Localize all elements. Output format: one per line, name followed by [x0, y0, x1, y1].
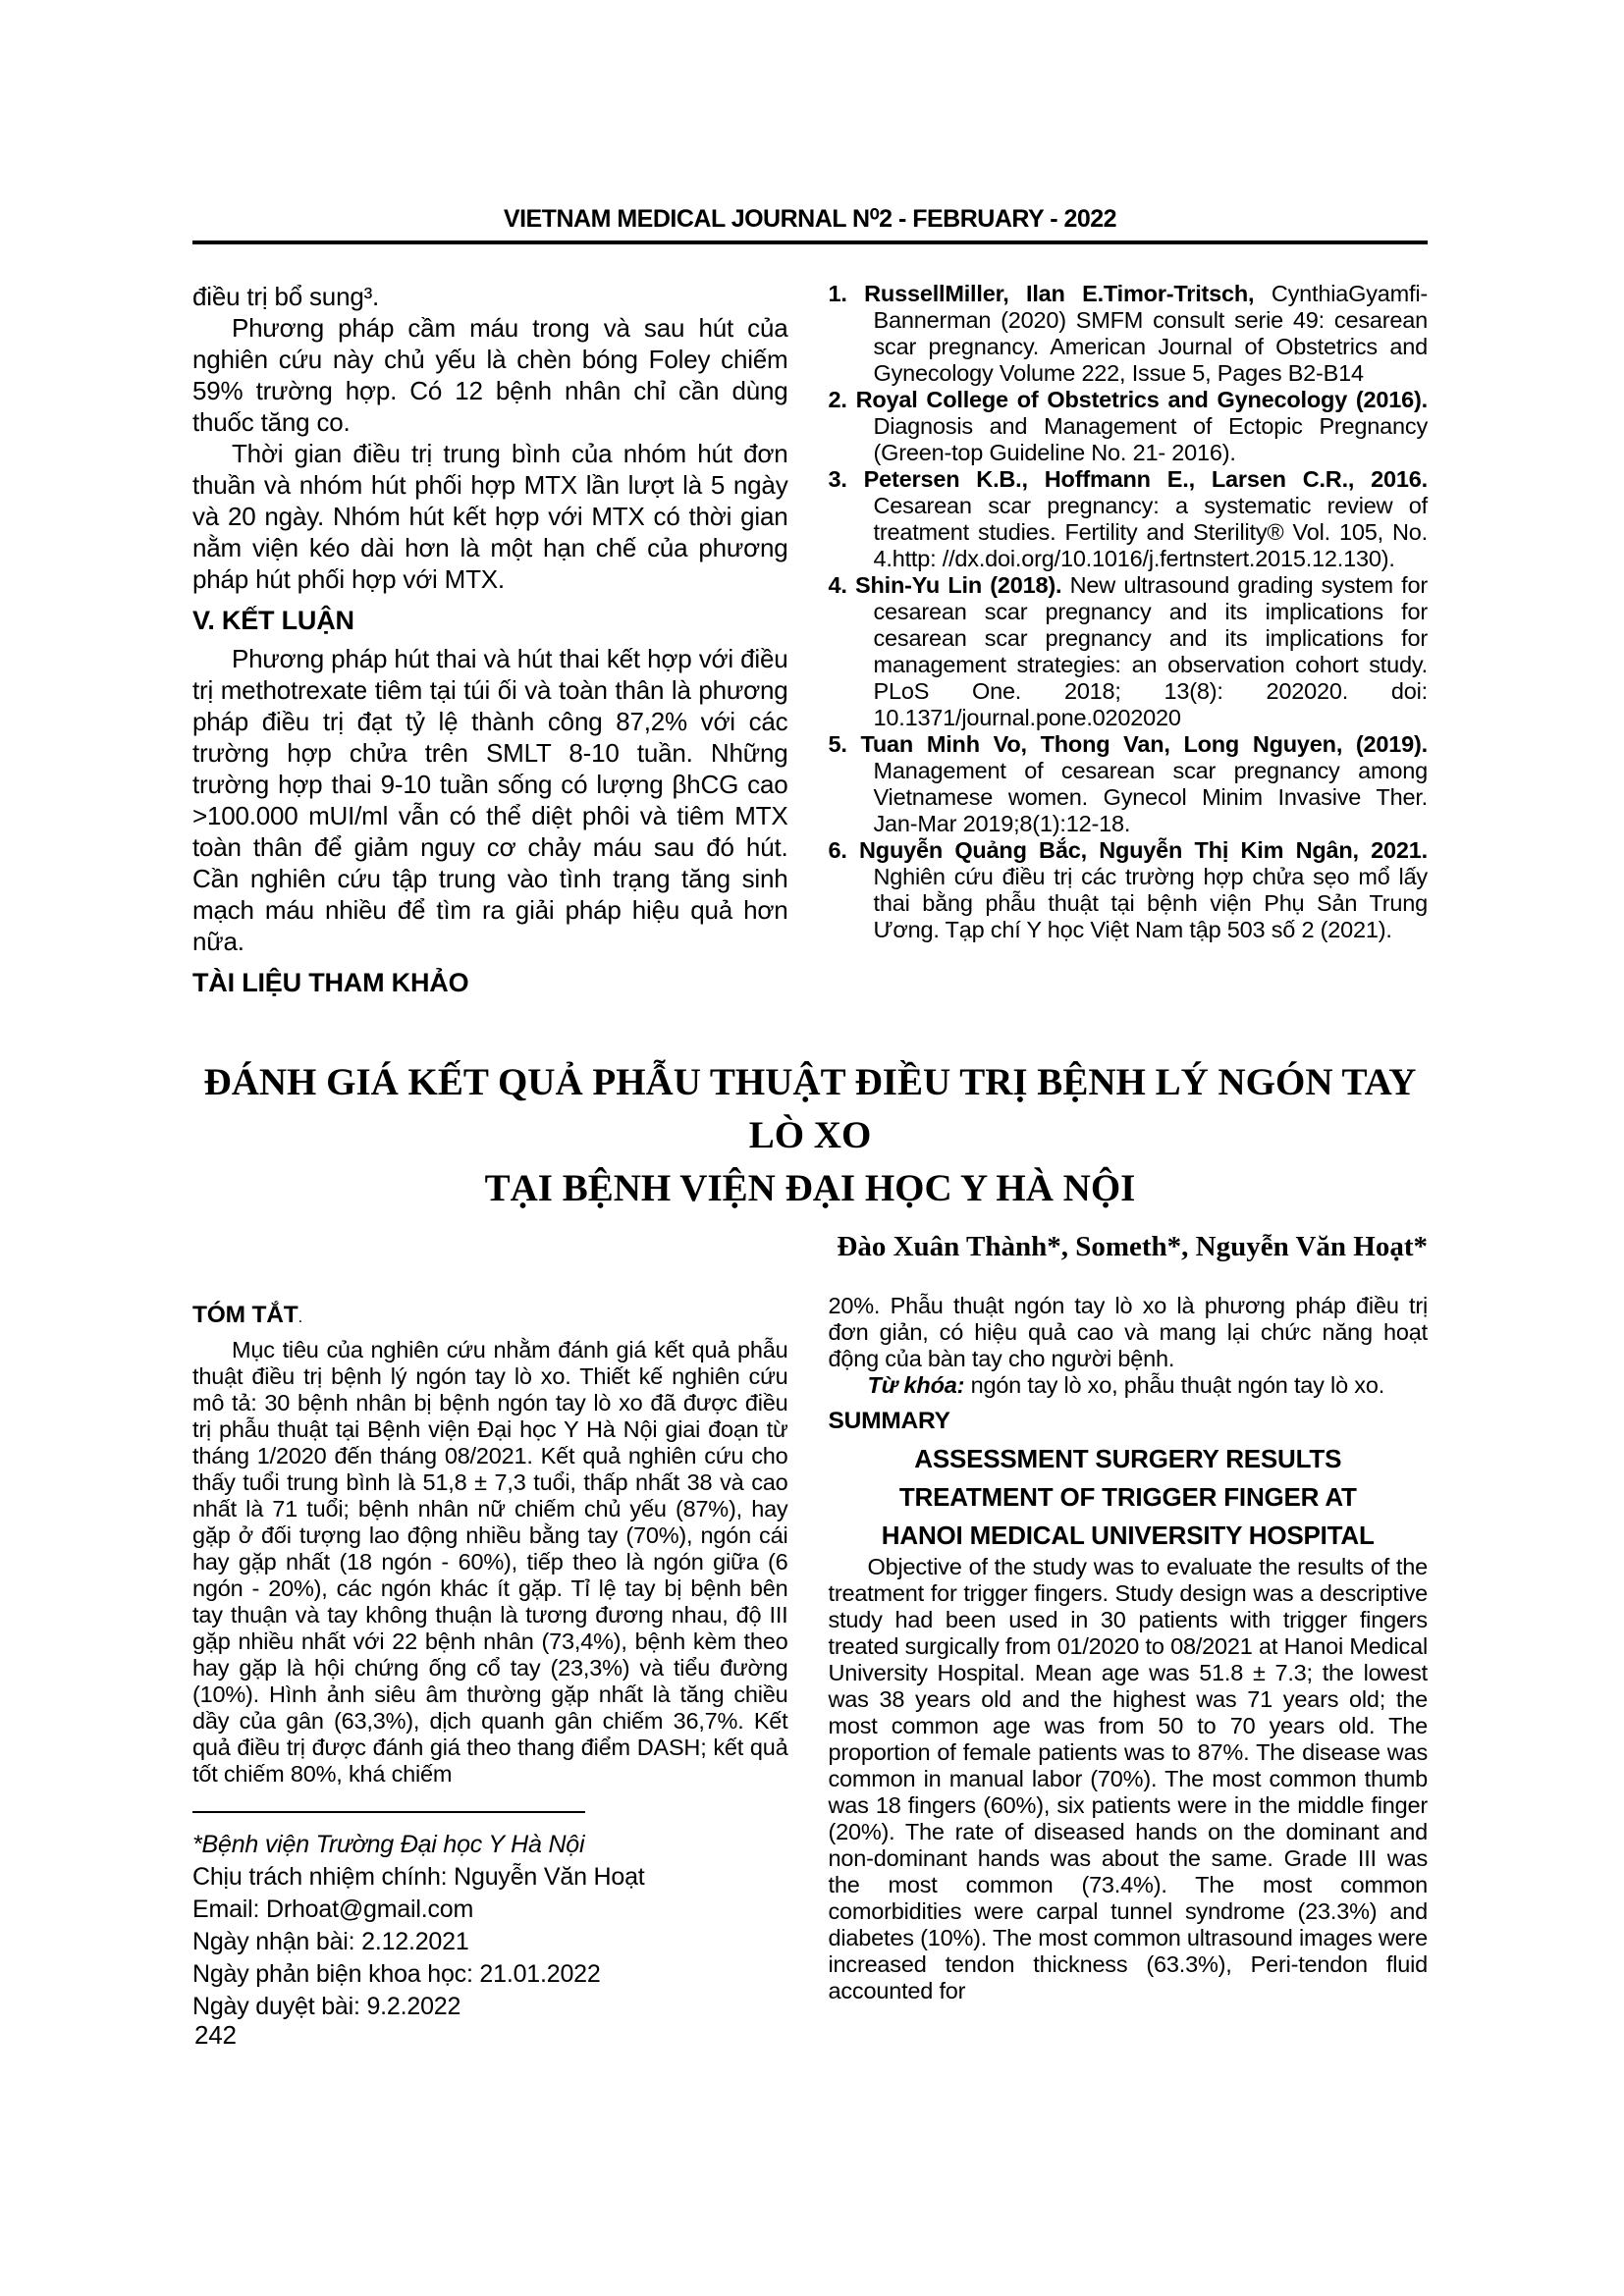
- keywords-line: [829, 1372, 1429, 1399]
- ref-number: 4.: [828, 572, 847, 598]
- summary-paragraph: Objective of the study was to evaluate the results of the treatment for trigger fingers. Study design was a descriptive study had been used in 30 patients with trigger fingers treated surgically from 01/2020 to 08/2021 at Hanoi Medical University Hospital. Mean age was 51.8 ± 7.3; the lowest was 38 years old and the highest was 71 years old; the most common age was from 50 to 70 years old. The proportion of female patients was to 87%. The disease was common in manual labor (70%). The most common thumb was 18 fingers (60%), six patients were in the middle finger (20%). The rate of diseased hands on the dominant and non-dominant hands was about the same. Grade III was the most common (73.4%). The most common comorbidities were carpal tunnel syndrome (23.3%) and diabetes (10%). The most common ultrasound images were increased tendon thickness (63.3%), Peri-tendon fluid accounted for: [828, 1554, 1429, 2003]
- page-number: 242: [194, 2020, 237, 2050]
- footnote-line: Ngày phản biện khoa học: 21.01.2022: [192, 1960, 601, 1988]
- ref-text: Diagnosis and Management of Ectopic Pregnancy (Green-top Guideline No. 21- 2016).: [873, 413, 1428, 465]
- article2-left-column: [192, 1293, 788, 2023]
- article-title: [192, 1056, 1428, 1215]
- ref-text: Management of cesarean scar pregnancy among Vietnamese women. Gynecol Minim Invasive Ther. Jan-Mar 2019;8(1):12-18.: [873, 758, 1428, 836]
- ref-number: 1.: [828, 281, 847, 306]
- article1-section: [192, 281, 1428, 1005]
- ref-text: Cesarean scar pregnancy: a systematic review of treatment studies. Fertility and Sterility® Vol. 105, No. 4.http: //dx.doi.org/10.1016/j.fertnstert.2015.12.130).: [873, 493, 1428, 571]
- summary-title-line: HANOI MEDICAL UNIVERSITY HOSPITAL: [881, 1521, 1375, 1550]
- page-header: [192, 204, 1428, 244]
- ref-number: 3.: [828, 466, 847, 492]
- footnote-line: Chịu trách nhiệm chính: Nguyễn Văn Hoạt: [192, 1863, 645, 1891]
- article-authors: Đào Xuân Thành*, Someth*, Nguyễn Văn Hoạt*: [837, 1231, 1428, 1262]
- reference-item: [829, 387, 1429, 466]
- ref-number: 2.: [828, 387, 847, 412]
- references-column: [829, 281, 1429, 1005]
- footnote-affiliation: *Bệnh viện Trường Đại học Y Hà Nội: [192, 1831, 585, 1858]
- keywords-text: ngón tay lò xo, phẫu thuật ngón tay lò xo.: [970, 1372, 1385, 1398]
- article1-paragraph: Thời gian điều trị trung bình của nhóm hút đơn thuần và nhóm hút phối hợp MTX lần lượt là 5 ngày và 20 ngày. Nhóm hút kết hợp với MTX có thời gian nằm viện kéo dài hơn là một hạn chế của phương pháp hút phối hợp với MTX.: [192, 439, 788, 594]
- reference-item: [829, 731, 1429, 837]
- footnote-block: [192, 1811, 788, 2023]
- article-title-line2: TẠI BỆNH VIỆN ĐẠI HỌC Y HÀ NỘI: [484, 1167, 1136, 1209]
- reference-item: [829, 466, 1429, 572]
- ref-authors: Shin-Yu Lin (2018).: [855, 572, 1062, 598]
- article1-paragraph: điều trị bổ sung³.: [192, 282, 380, 311]
- article2-right-column: [829, 1293, 1429, 2023]
- reference-item: [829, 572, 1429, 731]
- ref-authors: Petersen K.B., Hoffmann E., Larsen C.R., 2016.: [863, 466, 1428, 492]
- ref-authors: Nguyễn Quảng Bắc, Nguyễn Thị Kim Ngân, 2021.: [859, 837, 1428, 863]
- conclusion-paragraph: Phương pháp hút thai và hút thai kết hợp với điều trị methotrexate tiêm tại túi ối và toàn thân là phương pháp điều trị đạt tỷ lệ thành công 87,2% với các trường hợp chửa trên SMLT 8-10 tuần. Những trường hợp thai 9-10 tuần sống có lượng βhCG cao >100.000 mUI/ml vẫn có thể diệt phôi và tiêm MTX toàn thân để giảm nguy cơ chảy máu sau đó hút. Cần nghiên cứu tập trung vào tình trạng tăng sinh mạch máu nhiều để tìm ra giải pháp hiệu quả hơn nữa.: [192, 644, 788, 956]
- abstract-heading: [192, 1301, 788, 1332]
- ref-number: 6.: [828, 837, 847, 863]
- article1-left-column: [192, 281, 788, 1005]
- references-heading: TÀI LIỆU THAM KHẢO: [192, 968, 469, 997]
- ref-number: 5.: [828, 731, 847, 757]
- footnote-line: Email: Drhoat@gmail.com: [192, 1896, 474, 1923]
- summary-title-line: ASSESSMENT SURGERY RESULTS: [914, 1444, 1342, 1473]
- article1-paragraph: Phương pháp cầm máu trong và sau hút của nghiên cứu này chủ yếu là chèn bóng Foley chiếm 59% trường hợp. Có 12 bệnh nhân chỉ cần dùng thuốc tăng co.: [192, 313, 788, 437]
- abstract-continuation: 20%. Phẫu thuật ngón tay lò xo là phương pháp điều trị đơn giản, có hiệu quả cao và mang lại chức năng hoạt động của bàn tay cho người bệnh.: [828, 1293, 1428, 1371]
- ref-text: CynthiaGyamfi-Bannerman (2020) SMFM consult serie 49: cesarean scar pregnancy. American Journal of Obstetrics and Gynecology Volume 222, Issue 5, Pages B2-B14: [873, 281, 1428, 386]
- keywords-label: Từ khóa:: [867, 1372, 965, 1398]
- footnote-rule: [192, 1811, 585, 1813]
- ref-authors: RussellMiller, Ilan E.Timor-Tritsch,: [864, 281, 1255, 306]
- article2-title-block: [192, 1056, 1428, 1263]
- reference-item: [829, 281, 1429, 387]
- ref-text: Nghiên cứu điều trị các trường hợp chửa sẹo mổ lấy thai bằng phẫu thuật tại bệnh viện Phụ Sản Trung Ương. Tạp chí Y học Việt Nam tập 503 số 2 (2021).: [873, 864, 1428, 942]
- abstract-paragraph: Mục tiêu của nghiên cứu nhằm đánh giá kết quả phẫu thuật điều trị bệnh lý ngón tay lò xo. Thiết kế nghiên cứu mô tả: 30 bệnh nhân bị bệnh ngón tay lò xo đã được điều trị phẫu thuật tại Bệnh viện Đại học Y Hà Nội giai đoạn từ tháng 1/2020 đến tháng 08/2021. Kết quả nghiên cứu cho thấy tuổi trung bình là 51,8 ± 7,3 tuổi, thấp nhất 38 và cao nhất là 71 tuổi; bệnh nhân nữ chiếm chủ yếu (87%), hay gặp ở đối tượng lao động nhiều bằng tay (70%), ngón cái hay gặp nhất (18 ngón - 60%), tiếp theo là ngón giữa (6 ngón - 20%), các ngón khác ít gặp. Tỉ lệ tay bị bệnh bên tay thuận và tay không thuận là tương đương nhau, độ III gặp nhiều nhất với 22 bệnh nhân (73,4%), bệnh kèm theo hay gặp là hội chứng ống cổ tay (23,3%) và tiểu đường (10%). Hình ảnh siêu âm thường gặp nhất là tăng chiều dầy của gân (63,3%), dịch quanh gân chiếm 36,7%. Kết quả điều trị được đánh giá theo thang điểm DASH; kết quả tốt chiếm 80%, khá chiếm: [192, 1337, 788, 1787]
- footnote-line: Ngày nhận bài: 2.12.2021: [192, 1928, 469, 1955]
- ref-authors: Royal College of Obstetrics and Gynecology (2016).: [855, 387, 1428, 412]
- summary-title-line: TREATMENT OF TRIGGER FINGER AT: [898, 1482, 1357, 1512]
- reference-item: [829, 837, 1429, 943]
- ref-authors: Tuan Minh Vo, Thong Van, Long Nguyen, (2019).: [860, 731, 1428, 757]
- conclusion-heading: V. KẾT LUẬN: [192, 606, 354, 635]
- abstract-heading-dot: .: [298, 1308, 302, 1326]
- summary-heading: SUMMARY: [828, 1408, 950, 1434]
- ref-text: New ultrasound grading system for cesarean scar pregnancy and its implications for cesarean scar pregnancy and its implications for management strategies: an observation cohort study. PLoS One. 2018; 13(8): 202020. doi: 10.1371/journal.pone.0202020: [873, 572, 1428, 730]
- abstract-heading-text: TÓM TẮT: [192, 1302, 298, 1328]
- article2-section: [192, 1293, 1428, 2023]
- header-rule: [192, 240, 1428, 244]
- journal-header-title: VIETNAM MEDICAL JOURNAL N⁰2 - FEBRUARY - 2022: [503, 205, 1117, 233]
- footnote-line: Ngày duyệt bài: 9.2.2022: [192, 1993, 461, 2020]
- article-title-line1: ĐÁNH GIÁ KẾT QUẢ PHẪU THUẬT ĐIỀU TRỊ BỆNH LÝ NGÓN TAY LÒ XO: [203, 1061, 1417, 1156]
